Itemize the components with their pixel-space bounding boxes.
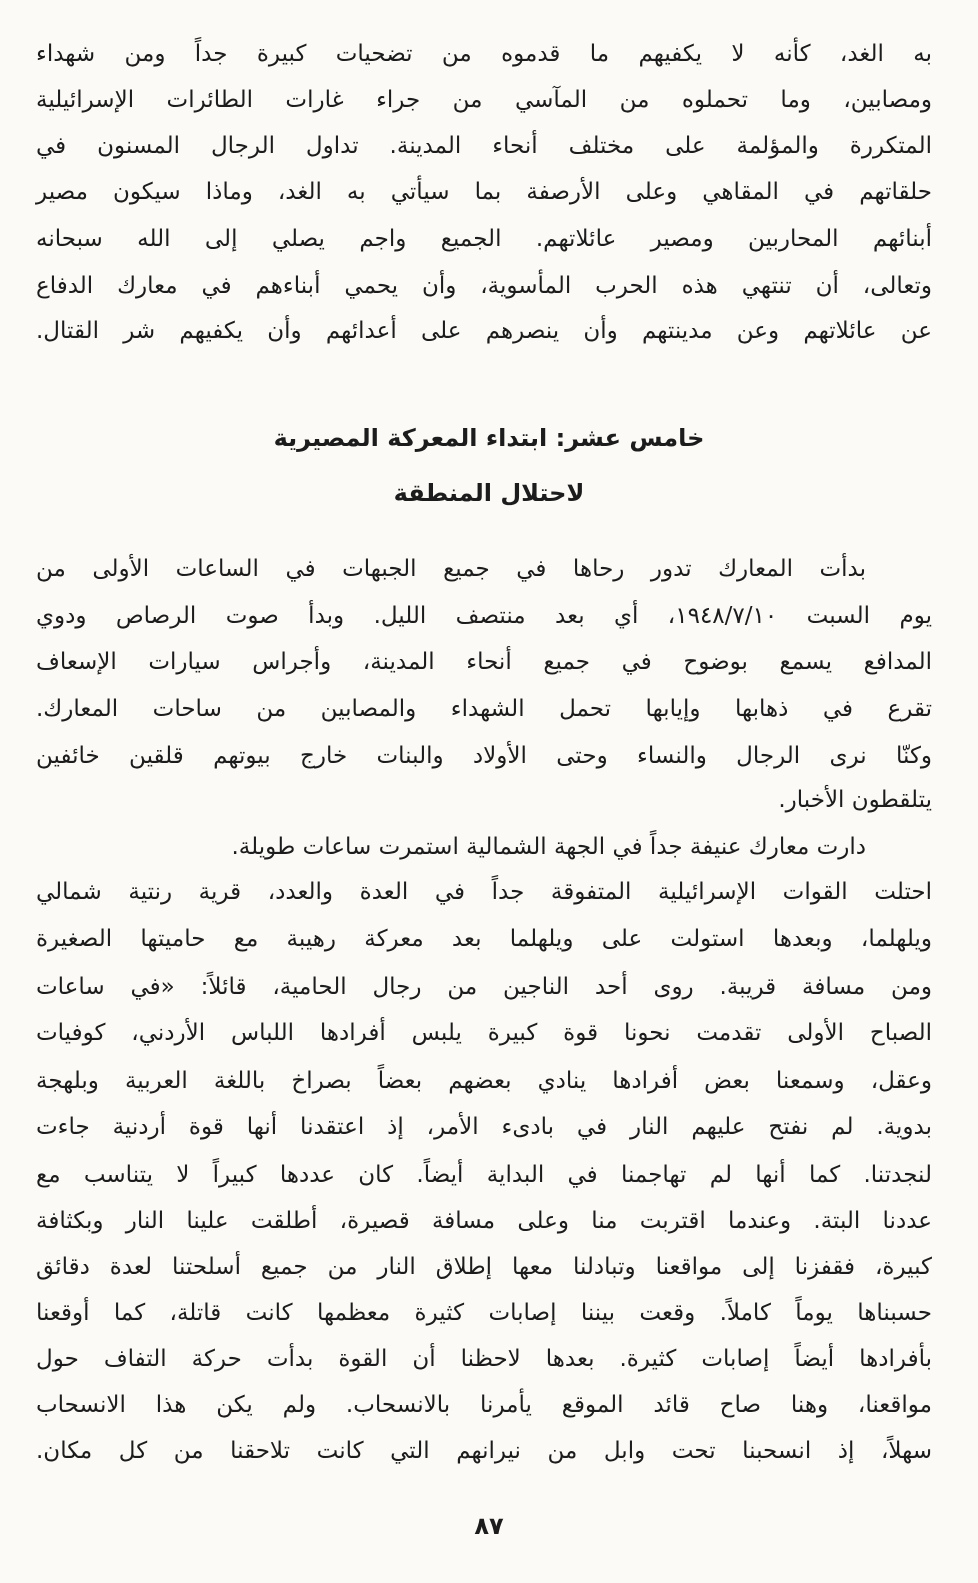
text-line: ومصابين، وما تحملوه من المآسي من جراء غارات الطائرات الإسرائيلية: [36, 87, 932, 113]
text-line: عددنا البتة. وعندما اقتربت منا وعلى مسافة قصيرة، أطلقت علينا النار وبكثافة: [36, 1208, 932, 1234]
text-line: بدأت المعارك تدور رحاها في جميع الجبهات في الساعات الأولى من: [36, 556, 866, 582]
text-line: عن عائلاتهم وعن مدينتهم وأن ينصرهم على أعدائهم وأن يكفيهم شر القتال.: [36, 318, 932, 344]
text-line: بأفرادها أيضاً إصابات كثيرة. بعدها لاحظنا أن القوة بدأت حركة التفاف حول: [36, 1346, 932, 1372]
text-line: احتلت القوات الإسرائيلية المتفوقة جداً في العدة والعدد، قرية رنتية شمالي: [36, 879, 932, 905]
text-line: المتكررة والمؤلمة على مختلف أنحاء المدينة. تداول الرجال المسنون في: [36, 133, 932, 159]
text-line: تقرع في ذهابها وإيابها تحمل الشهداء والمصابين من ساحات المعارك.: [36, 696, 932, 722]
text-line: كبيرة، فقفزنا إلى مواقعنا وتبادلنا معها إطلاق النار من جميع أسلحتنا لعدة دقائق: [36, 1254, 932, 1280]
text-line: يتلقطون الأخبار.: [778, 787, 932, 813]
text-line: ويلهلما، وبعدها استولت على ويلهلما بعد معركة رهيبة مع حاميتها الصغيرة: [36, 926, 932, 952]
text-line: وتعالى، أن تنتهي هذه الحرب المأسوية، وأن يحمي أبناءهم في معارك الدفاع: [36, 273, 932, 299]
section-heading-line-1: خامس عشر: ابتداء المعركة المصيرية: [273, 424, 705, 452]
text-line: سهلاً، إذ انسحبنا تحت وابل من نيرانهم التي كانت تلاحقنا من كل مكان.: [36, 1438, 932, 1464]
text-line: وعقل، وسمعنا بعض أفرادها ينادي بعضهم بعضاً بصراخ باللغة العربية وبلهجة: [36, 1068, 932, 1094]
section-heading-line-2: لاحتلال المنطقة: [393, 479, 585, 507]
text-line: لنجدتنا. كما أنها لم تهاجمنا في البداية أيضاً. كان عددها كبيراً لا يتناسب مع: [36, 1162, 932, 1188]
page-number: ٨٧: [474, 1512, 504, 1540]
text-line: مواقعنا، وهنا صاح قائد الموقع يأمرنا بالانسحاب. ولم يكن هذا الانسحاب: [36, 1392, 932, 1418]
text-line: ومن مسافة قريبة. روى أحد الناجين من رجال الحامية، قائلاً: «في ساعات: [36, 974, 932, 1000]
text-line: المدافع يسمع بوضوح في جميع أنحاء المدينة، وأجراس سيارات الإسعاف: [36, 649, 932, 675]
text-line: وكنّا نرى الرجال والنساء وحتى الأولاد والبنات خارج بيوتهم قلقين خائفين: [36, 743, 932, 769]
text-line: يوم السبت ١٩٤٨/٧/١٠، أي بعد منتصف الليل. وبدأ صوت الرصاص ودوي: [36, 603, 933, 629]
text-line: حسبناها يوماً كاملاً. وقعت بيننا إصابات كثيرة معظمها كانت قاتلة، كما أوقعنا: [36, 1300, 932, 1326]
text-line: الصباح الأولى تقدمت نحونا قوة كبيرة يلبس أفرادها اللباس الأردني، كوفيات: [36, 1020, 932, 1046]
text-line: حلقاتهم في المقاهي وعلى الأرصفة بما سيأتي به الغد، وماذا سيكون مصير: [36, 179, 932, 205]
text-line: دارت معارك عنيفة جداً في الجهة الشمالية استمرت ساعات طويلة.: [231, 834, 866, 860]
text-line: به الغد، كأنه لا يكفيهم ما قدموه من تضحيات كبيرة جداً ومن شهداء: [36, 41, 932, 67]
text-line: بدوية. لم نفتح عليهم النار في بادىء الأمر، إذ اعتقدنا أنها قوة أردنية جاءت: [36, 1114, 932, 1140]
text-line: أبنائهم المحاربين ومصير عائلاتهم. الجميع واجم يصلي إلى الله سبحانه: [36, 226, 932, 252]
